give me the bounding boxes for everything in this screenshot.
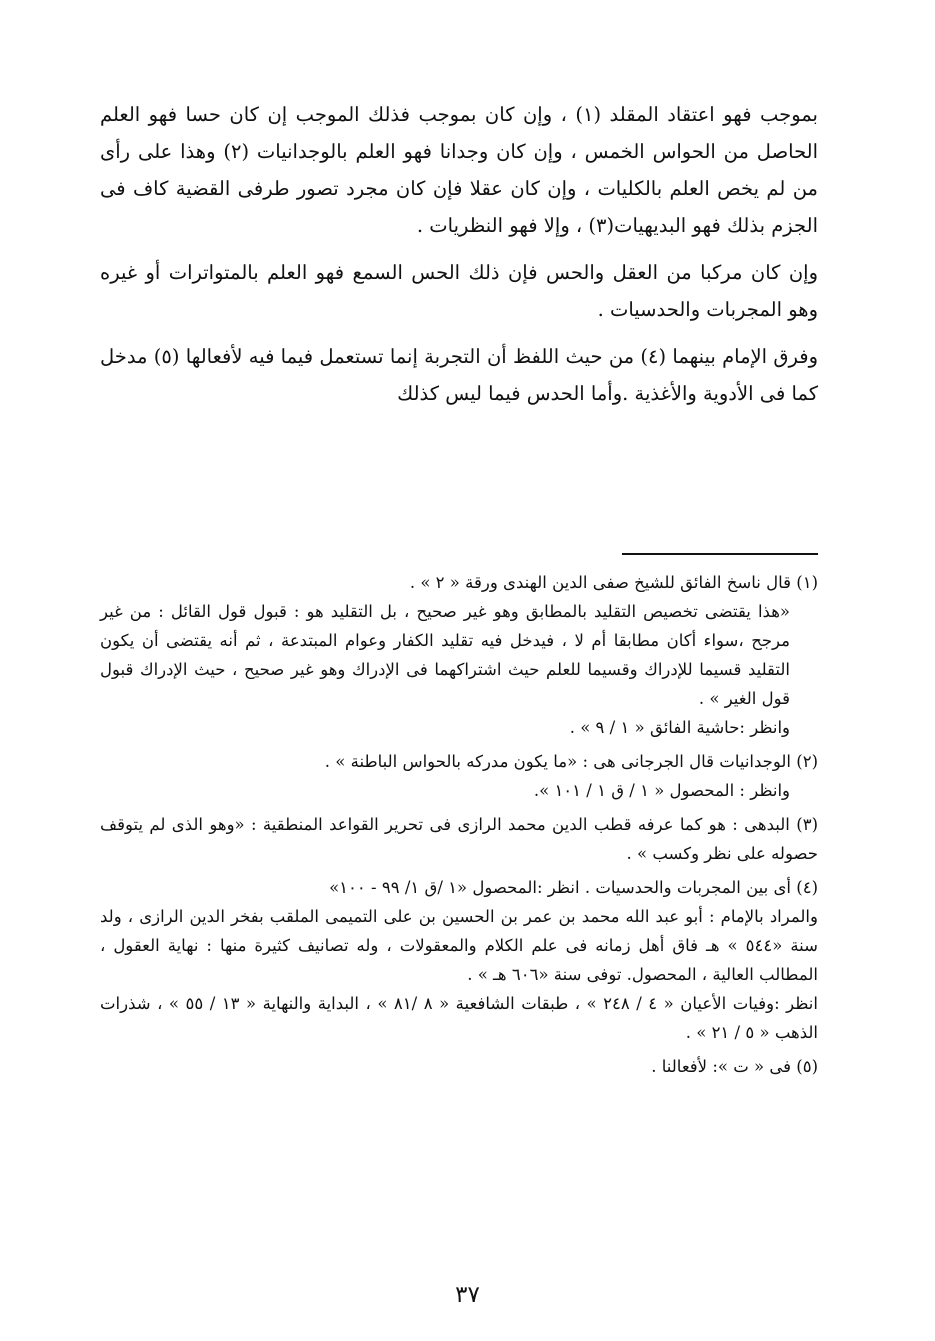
footnote-3-text: (٣) البدهى : هو كما عرفه قطب الدين محمد الرازى فى تحرير القواعد المنطقية : «وهو الذى لم يتوقف حصوله على نظر وكسب » .: [100, 815, 818, 863]
main-text: [100, 96, 818, 412]
footnote-4-references: انظر :وفيات الأعيان « ٤ / ٢٤٨ » ، طبقات الشافعية « ٨ /٨١ » ، البداية والنهاية « ١٣ / ٥٥ » ، شذرات الذهب « ٥ / ٢١ » .: [100, 994, 818, 1042]
footnote-1-heading: (١) قال ناسخ الفائق للشيخ صفى الدين الهندى ورقة « ٢ » .: [409, 573, 818, 592]
footnotes: [100, 568, 818, 1086]
footnote-1-reference: وانظر :حاشية الفائق « ١ / ٩ » .: [569, 718, 790, 737]
footnote-2: [100, 747, 818, 805]
footnote-2-heading: (٢) الوجدانيات قال الجرجانى هى : «ما يكون مدركه بالحواس الباطنة » .: [324, 752, 818, 771]
paragraph-2: وإن كان مركبا من العقل والحس فإن ذلك الحس السمع فهو العلم بالمتواترات أو غيره وهو المجربات والحدسيات .: [100, 261, 818, 321]
footnote-3: [100, 810, 818, 868]
paragraph-3: وفرق الإمام بينهما (٤) من حيث اللفظ أن التجربة إنما تستعمل فيما فيه لأفعالها (٥) مدخل كما فى الأدوية والأغذية .وأما الحدس فيما ليس كذلك: [100, 345, 818, 405]
footnote-4: [100, 873, 818, 1047]
paragraph-1: بموجب فهو اعتقاد المقلد (١) ، وإن كان بموجب فذلك الموجب إن كان حسا فهو العلم الحاصل من الحواس الخمس ، وإن كان وجدانا فهو العلم بالوجدانيات (٢) وهذا على رأى من لم يخص العلم بالكليات ، وإن كان عقلا فإن كان مجرد تصور طرفى القضية كاف فى الجزم بذلك فهو البديهيات(٣) ، وإلا فهو النظريات .: [100, 103, 819, 237]
footnote-4-biography: والمراد بالإمام : أبو عبد الله محمد بن عمر بن الحسين بن على التميمى الملقب بفخر الدين الرازى ، ولد سنة «٥٤٤ » هـ فاق أهل زمانه فى علم الكلام والمعقولات ، وله تصانيف كثيرة منها : نهاية العقول ، المطالب العالية ، المحصول. توفى سنة «٦٠٦ هـ » .: [100, 907, 818, 984]
footnote-4-heading: (٤) أى بين المجربات والحدسيات . انظر :المحصول «١ /ق ١/ ٩٩ - ١٠٠»: [329, 878, 818, 897]
footnote-5: [100, 1052, 818, 1081]
footnote-1: [100, 568, 818, 742]
page-number: ٣٧: [455, 1282, 480, 1308]
footnote-2-reference: وانظر : المحصول « ١ / ق ١ / ١٠١ ».: [533, 781, 790, 800]
footnote-1-quote: «هذا يقتضى تخصيص التقليد بالمطابق وهو غير صحيح ، بل التقليد هو : قبول قول القائل : من غير مرجح ،سواء أكان مطابقا أم لا ، فيدخل فيه تقليد الكفار وعوام المبتدعة ، ثم أنه يقتضى أن يكون التقليد قسيما للإدراك وقسيما للعلم حيث اشتراكهما فى الإدراك وهو غير صحيح ، حيث الإدراك قبول قول الغير » .: [100, 602, 790, 708]
footnote-5-text: (٥) فى « ت »: لأفعالنا .: [651, 1057, 818, 1076]
footnote-separator: [622, 553, 818, 555]
